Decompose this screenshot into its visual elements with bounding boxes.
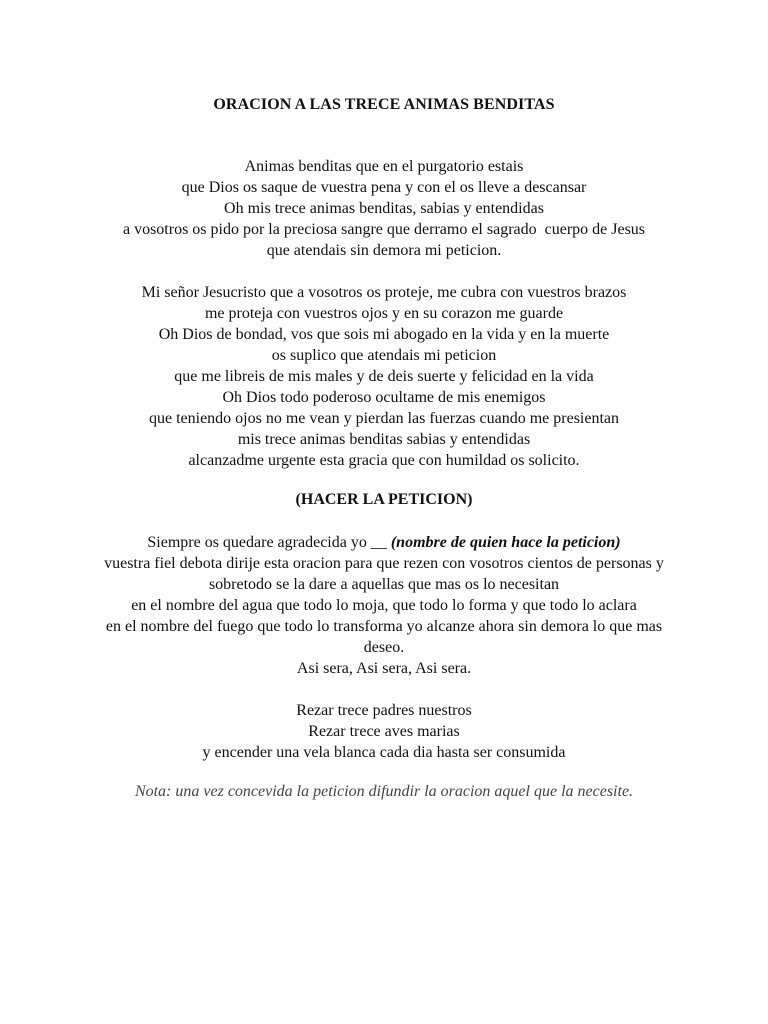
stanza-3 (40, 532, 728, 679)
stanza-line: que teniendo ojos no me vean y pierdan las fuerzas cuando me presientan (148, 410, 620, 427)
stanza-line: mis trece animas benditas sabias y entendidas (237, 431, 531, 448)
stanza-line: sobretodo se la dare a aquellas que mas os lo necesitan (208, 576, 560, 593)
first-line-text: Siempre os quedare agradecida yo __ (147, 534, 391, 551)
stanza-line: que Dios os saque de vuestra pena y con el os lleve a descansar (181, 179, 587, 196)
stanza-line: en el nombre del agua que todo lo moja, que todo lo forma y que todo lo aclara (131, 597, 637, 614)
stanza-1 (40, 156, 728, 261)
stanza-2 (40, 282, 728, 471)
stanza-line: deseo. (363, 639, 405, 656)
stanza-line: que atendais sin demora mi peticion. (266, 242, 502, 259)
stanza-4 (40, 700, 728, 763)
closing-note: Nota: una vez concevida la peticion difundir la oracion aquel que la necesite. (134, 783, 634, 800)
stanza-line: Oh Dios de bondad, vos que sois mi abogado en la vida y en la muerte (158, 326, 610, 343)
stanza-line: a vosotros os pido por la preciosa sangre que derramo el sagrado cuerpo de Jesus (122, 221, 646, 238)
document-title: ORACION A LAS TRECE ANIMAS BENDITAS (213, 96, 555, 113)
stanza-line: vuestra fiel debota dirije esta oracion para que rezen con vosotros cientos de personas y (104, 555, 664, 572)
stanza-line: Oh Dios todo poderoso ocultame de mis enemigos (222, 389, 546, 406)
stanza-first-line (40, 532, 728, 553)
peticion-heading: (HACER LA PETICION) (295, 491, 473, 508)
stanza-line: Mi señor Jesucristo que a vosotros os proteje, me cubra con vuestros brazos (141, 284, 627, 301)
stanza-line: Oh mis trece animas benditas, sabias y entendidas (224, 200, 544, 217)
stanza-line: me proteja con vuestros ojos y en su corazon me guarde (204, 305, 564, 322)
stanza-line: os suplico que atendais mi peticion (271, 347, 497, 364)
stanza-line: Asi sera, Asi sera, Asi sera. (296, 660, 472, 677)
stanza-line: alcanzadme urgente esta gracia que con humildad os solicito. (188, 452, 580, 469)
stanza-line: y encender una vela blanca cada dia hasta ser consumida (202, 744, 566, 761)
stanza-line: Rezar trece aves marias (308, 723, 460, 740)
stanza-line: Rezar trece padres nuestros (296, 702, 472, 719)
stanza-line: Animas benditas que en el purgatorio estais (244, 158, 524, 175)
name-placeholder-hint: (nombre de quien hace la peticion) (390, 534, 621, 551)
stanza-line: en el nombre del fuego que todo lo transforma yo alcanze ahora sin demora lo que mas (105, 618, 663, 635)
stanza-line: que me libreis de mis males y de deis suerte y felicidad en la vida (174, 368, 594, 385)
